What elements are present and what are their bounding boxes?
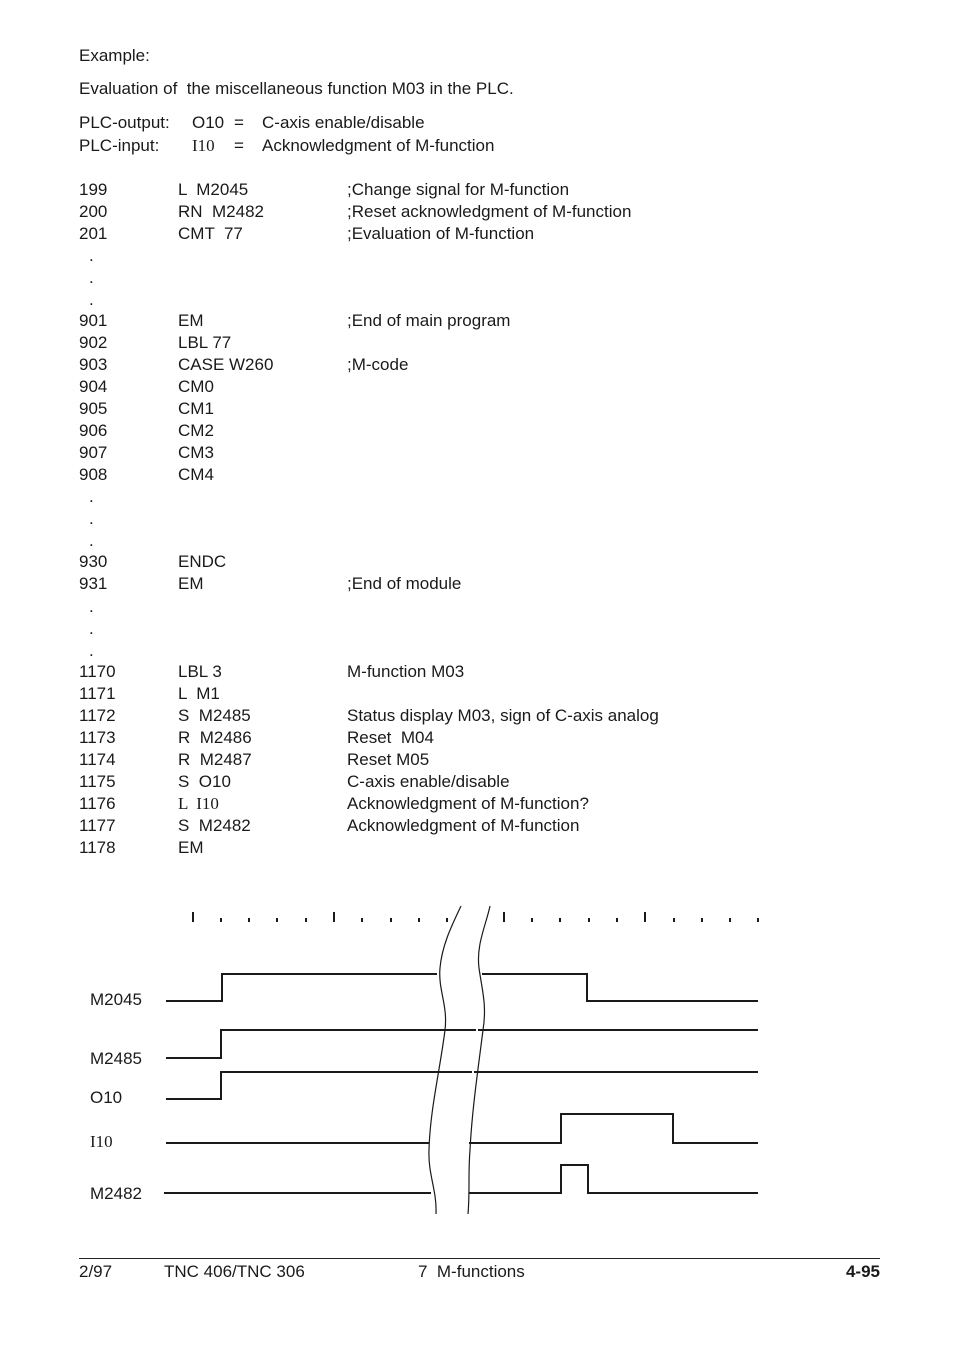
program-line <box>0 202 954 224</box>
instruction: RN M2482 <box>178 202 264 221</box>
line-number: 200 <box>79 202 108 221</box>
instruction: L M2045 <box>178 180 249 199</box>
line-number: 1171 <box>79 684 116 703</box>
signal-label-m2045: M2045 <box>90 990 142 1009</box>
comment: ;Evaluation of M-function <box>347 224 535 243</box>
instruction: CM0 <box>178 377 214 396</box>
comment: ;End of main program <box>347 311 511 330</box>
line-number: 1176 <box>79 794 116 813</box>
instruction: CM3 <box>178 443 214 462</box>
time-break-mark <box>429 906 490 1214</box>
waveform-i10-after <box>469 1114 758 1143</box>
plc-output-label: PLC-output: <box>79 113 170 132</box>
footer-chapter: 7 M-functions <box>418 1262 525 1281</box>
instruction: CMT 77 <box>178 224 243 243</box>
line-number: 1175 <box>79 772 116 791</box>
plc-input-operand: I10 <box>192 136 215 155</box>
plc-output-operand: O10 <box>192 113 225 132</box>
instruction: CASE W260 <box>178 355 274 374</box>
instruction: LBL 3 <box>178 662 222 681</box>
instruction: L M1 <box>178 684 220 703</box>
line-number: 930 <box>79 552 108 571</box>
program-line <box>0 728 954 750</box>
line-number: 199 <box>79 180 108 199</box>
footer-rule <box>79 1258 880 1259</box>
signal-label-o10: O10 <box>90 1088 123 1107</box>
line-number: 907 <box>79 443 108 462</box>
line-number: 1172 <box>79 706 116 725</box>
line-number: 1174 <box>79 750 116 769</box>
instruction: CM4 <box>178 465 214 484</box>
program-line <box>0 552 954 574</box>
program-line <box>0 684 954 706</box>
line-number: 1173 <box>79 728 116 747</box>
ellipsis-dot: . <box>89 531 94 550</box>
program-line <box>0 224 954 246</box>
example-label: Example: <box>79 46 150 65</box>
waveform-o10 <box>166 1072 472 1099</box>
ellipsis-dot: . <box>89 246 94 265</box>
line-number: 906 <box>79 421 108 440</box>
comment: ;Change signal for M-function <box>347 180 570 199</box>
program-line <box>0 333 954 355</box>
line-number: 904 <box>79 377 108 396</box>
comment: Acknowledgment of M-function <box>347 816 580 835</box>
signal-label-m2485: M2485 <box>90 1049 142 1068</box>
instruction: ENDC <box>178 552 227 571</box>
ellipsis-dot: . <box>89 619 94 638</box>
instruction: S M2485 <box>178 706 251 725</box>
footer-page-number: 4-95 <box>845 1262 880 1281</box>
plc-input-meaning: Acknowledgment of M-function <box>262 136 495 155</box>
program-line <box>0 311 954 333</box>
comment: Reset M04 <box>347 728 434 747</box>
instruction: EM <box>178 311 204 330</box>
program-line <box>0 355 954 377</box>
ellipsis-dot: . <box>89 487 94 506</box>
waveform-m2045-after <box>482 974 758 1001</box>
program-line <box>0 816 954 838</box>
program-line <box>0 838 954 860</box>
instruction: S M2482 <box>178 816 251 835</box>
line-number: 902 <box>79 333 108 352</box>
program-line <box>0 574 954 596</box>
instruction: CM1 <box>178 399 214 418</box>
plc-output-meaning: C-axis enable/disable <box>262 113 425 132</box>
program-line <box>0 662 954 684</box>
program-line <box>0 706 954 728</box>
line-number: 201 <box>79 224 108 243</box>
footer-date: 2/97 <box>79 1262 113 1281</box>
description: Evaluation of the miscellaneous function M03 in the PLC. <box>79 79 514 98</box>
ellipsis-dot: . <box>89 597 94 616</box>
program-line <box>0 443 954 465</box>
instruction: LBL 77 <box>178 333 232 352</box>
line-number: 1177 <box>79 816 116 835</box>
line-number: 908 <box>79 465 108 484</box>
program-line <box>0 421 954 443</box>
signal-label-m2482: M2482 <box>90 1184 142 1203</box>
comment: M-function M03 <box>347 662 465 681</box>
program-line <box>0 750 954 772</box>
program-line <box>0 794 954 816</box>
program-line <box>0 377 954 399</box>
footer-product: TNC 406/TNC 306 <box>164 1262 305 1281</box>
instruction: R M2487 <box>178 750 252 769</box>
program-line <box>0 399 954 421</box>
ellipsis-dot: . <box>89 641 94 660</box>
plc-input-eq: = <box>234 136 244 155</box>
line-number: 905 <box>79 399 108 418</box>
comment: Reset M05 <box>347 750 430 769</box>
line-number: 1178 <box>79 838 116 857</box>
ellipsis-dot: . <box>89 290 94 309</box>
plc-input-label: PLC-input: <box>79 136 160 155</box>
instruction: EM <box>178 838 204 857</box>
line-number: 1170 <box>79 662 116 681</box>
comment: Acknowledgment of M-function? <box>347 794 589 813</box>
signal-label-i10: I10 <box>90 1132 113 1151</box>
program-line <box>0 465 954 487</box>
instruction: EM <box>178 574 204 593</box>
instruction: S O10 <box>178 772 231 791</box>
time-axis-ticks <box>193 912 758 922</box>
program-line <box>0 180 954 202</box>
instruction: CM2 <box>178 421 214 440</box>
line-number: 903 <box>79 355 108 374</box>
comment: ;M-code <box>347 355 409 374</box>
line-number: 931 <box>79 574 108 593</box>
comment: ;Reset acknowledgment of M-function <box>347 202 632 221</box>
ellipsis-dot: . <box>89 268 94 287</box>
timing-diagram <box>0 895 954 1225</box>
waveform-m2482-after <box>469 1165 758 1193</box>
comment: ;End of module <box>347 574 462 593</box>
instruction: L I10 <box>178 794 219 813</box>
comment: Status display M03, sign of C-axis analog <box>347 706 659 725</box>
waveform-m2045 <box>166 974 437 1001</box>
waveform-m2485 <box>166 1030 476 1058</box>
comment: C-axis enable/disable <box>347 772 510 791</box>
line-number: 901 <box>79 311 108 330</box>
program-line <box>0 772 954 794</box>
ellipsis-dot: . <box>89 509 94 528</box>
plc-output-eq: = <box>234 113 244 132</box>
instruction: R M2486 <box>178 728 252 747</box>
